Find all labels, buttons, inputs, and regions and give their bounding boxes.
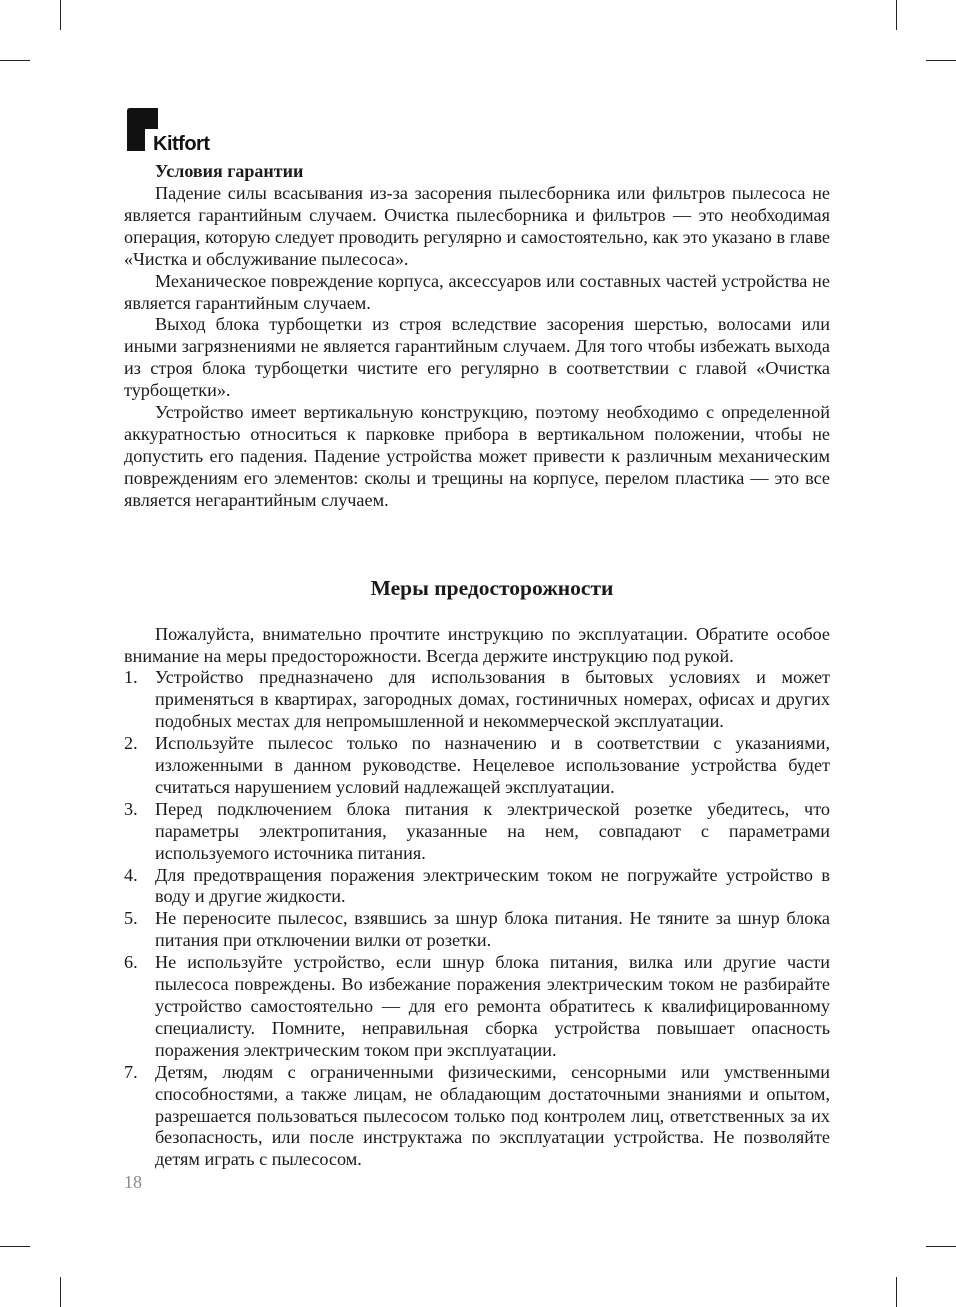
warranty-paragraph: Падение силы всасывания из-за засорения пылесборника или фильтров пылесоса не является гарантийным случаем. Очистка пылесборника и фильтров — это необходимая операция, которую следует проводить регулярно и самостоятельно, как это указано в главе «Чистка и обслуживание пылесоса». — [124, 183, 830, 269]
list-item — [124, 799, 830, 865]
warranty-title: Условия гарантии — [155, 161, 304, 181]
list-item-text: Не используйте устройство, если шнур блока питания, вилка или другие части пылесоса повреждены. Во избежание поражения электрическим током не разбирайте устройство самостоятельно — для его ремонта обратитесь к квалифицированному специалисту. Помните, неправильная сборка устройства повышает опасность поражения электрическим током при эксплуатации. — [155, 952, 830, 1060]
crop-mark — [926, 60, 956, 61]
crop-mark — [60, 1277, 61, 1307]
precautions-intro: Пожалуйста, внимательно прочтите инструкцию по эксплуатации. Обратите особое внимание на меры предосторожности. Всегда держите инструкцию под рукой. — [124, 623, 830, 666]
list-item-number: 3. — [124, 798, 138, 819]
crop-mark — [0, 1246, 30, 1247]
precautions-title: Меры предосторожности — [370, 575, 614, 600]
list-item-number: 5. — [124, 908, 138, 929]
crop-mark — [896, 1277, 897, 1307]
list-item — [124, 952, 830, 1062]
list-item — [124, 908, 830, 952]
crop-mark — [896, 0, 897, 30]
list-item-text: Детям, людям с ограниченными физическими, сенсорными или умственными способностями, а также лицам, не обладающим достаточными знаниями и опытом, разрешается пользоваться пылесосом только под контролем лиц, ответственных за их безопасность, или после инструктажа по эксплуатации устройства. Не позволяйте детям играть с пылесосом. — [155, 1061, 830, 1170]
list-item-text: Для предотвращения поражения электрическим током не погружайте устройство в воду и другие жидкости. — [155, 864, 830, 907]
crop-mark — [926, 1246, 956, 1247]
list-item-text: Не переносите пылесос, взявшись за шнур блока питания. Не тяните за шнур блока питания при отключении вилки от розетки. — [155, 908, 830, 951]
list-item — [124, 667, 830, 733]
crop-mark — [60, 0, 61, 30]
list-item — [124, 733, 830, 799]
page-content — [124, 160, 830, 1171]
warranty-paragraph: Устройство имеет вертикальную конструкцию, поэтому необходимо с определенной аккуратностью относиться к парковке прибора в вертикальном положении, чтобы не допустить его падения. Падение устройства может привести к различным механическим повреждениям его элементов: сколы и трещины на корпусе, перелом пластика — это все является негарантийным случаем. — [124, 402, 830, 510]
list-item-text: Перед подключением блока питания к электрической розетке убедитесь, что параметры электропитания, указанные на нем, совпадают с параметрами используемого источника питания. — [155, 798, 830, 863]
list-item-text: Используйте пылесос только по назначению и в соответствии с указаниями, изложенными в данном руководстве. Нецелевое использование устройства будет считаться нарушением условий надлежащей эксплуатации. — [155, 733, 830, 797]
precautions-list — [124, 667, 830, 1171]
list-item-number: 1. — [124, 667, 138, 688]
list-item — [124, 865, 830, 909]
warranty-paragraph: Механическое повреждение корпуса, аксессуаров или составных частей устройства не является гарантийным случаем. — [124, 270, 830, 313]
crop-mark — [0, 60, 30, 61]
list-item-number: 7. — [124, 1061, 138, 1082]
brand-name: Kitfort — [153, 133, 210, 155]
list-item — [124, 1062, 830, 1172]
warranty-paragraph: Выход блока турбощетки из строя вследствие засорения шерстью, волосами или иными загрязнениями не является гарантийным случаем. Для того чтобы избежать выхода из строя блока турбощетки чистите его регулярно в соответствии с главой «Очистка турбощетки». — [124, 314, 830, 401]
list-item-text: Устройство предназначено для использования в бытовых условиях и может применяться в квартирах, загородных домах, гостиничных номерах, офисах и других подобных местах для непромышленной и некоммерческой эксплуатации. — [155, 667, 830, 732]
page-number: 18 — [124, 1172, 142, 1192]
list-item-number: 6. — [124, 952, 138, 973]
kitfort-logo — [125, 107, 245, 159]
list-item-number: 2. — [124, 733, 138, 754]
list-item-number: 4. — [124, 864, 138, 885]
